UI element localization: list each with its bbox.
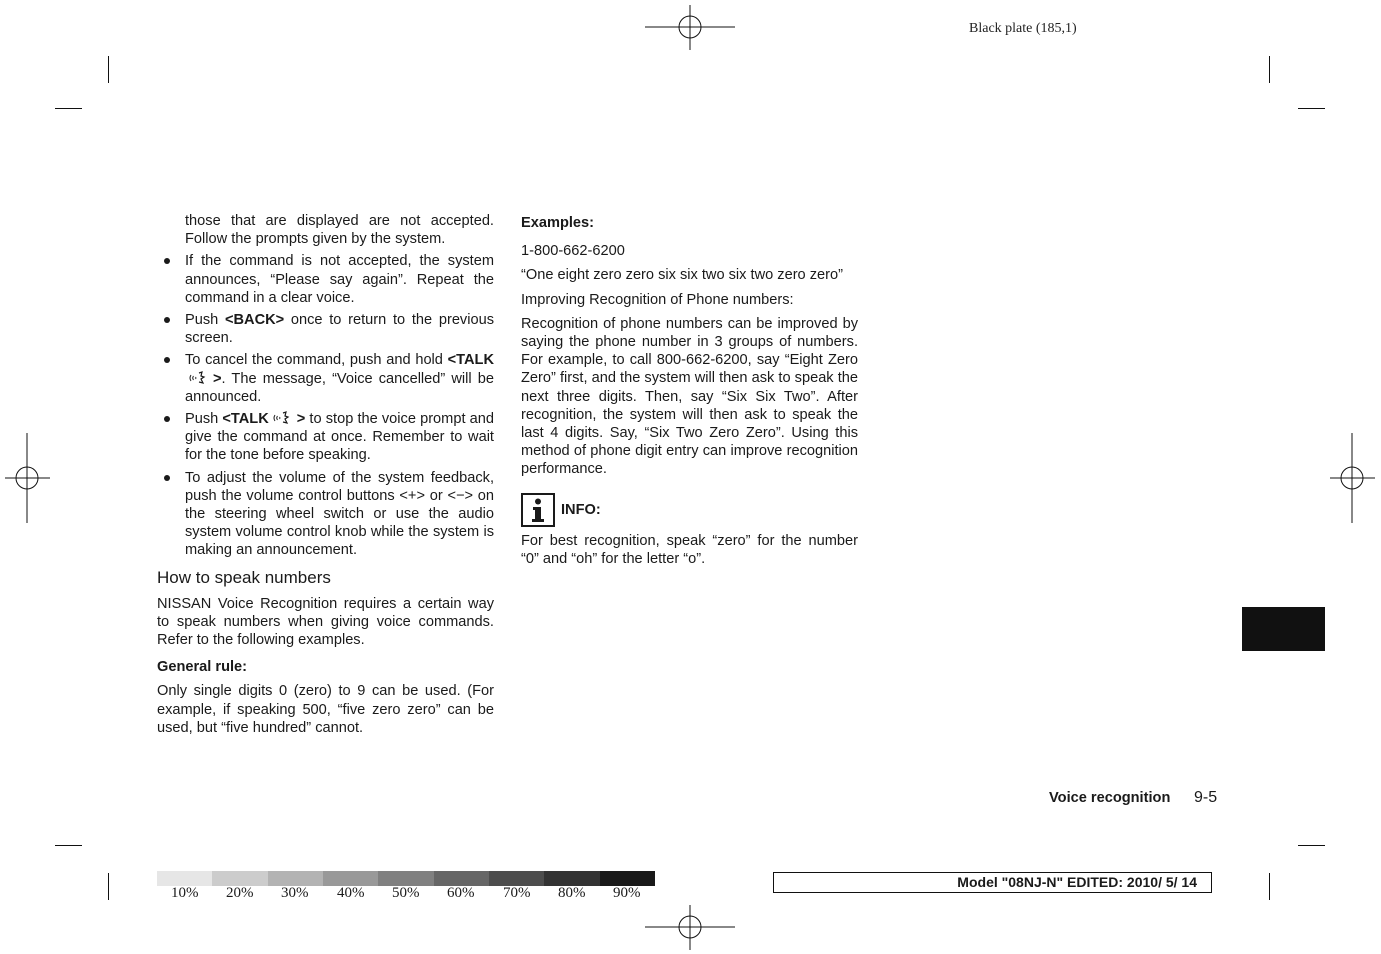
- talk-key-label: <TALK: [447, 352, 494, 369]
- section-tab: [1242, 607, 1325, 651]
- section-heading: How to speak numbers: [157, 567, 331, 587]
- model-edit-box: Model "08NJ-N" EDITED: 2010/ 5/ 14: [773, 872, 1212, 893]
- back-key-label: <BACK>: [224, 312, 285, 329]
- density-step: [600, 871, 655, 886]
- talk-key-label: <TALK: [222, 411, 269, 428]
- bullet-text: to stop the voice prompt and give the command at once. Remember to wait for the tone before speaking.: [185, 411, 494, 464]
- density-step: [378, 871, 433, 886]
- bullet-text: To adjust the volume of the system feedback, push the volume control buttons <+> or <−> on the steering wheel switch or use the audio system volume control knob while the system is making an announcement.: [185, 469, 494, 559]
- intro-text: those that are displayed are not accepted. Follow the prompts given by the system.: [185, 213, 494, 248]
- density-label: 30%: [281, 885, 309, 901]
- density-step: [212, 871, 267, 886]
- improving-text: Recognition of phone numbers can be improved by saying the phone number in 3 groups of numbers. For example, to call 800-662-6200, say “Eight Zero Zero” first, and the system will then ask to speak the next three digits. Then, say “Six Six Two”. After recognition, the system will then ask to speak the last 4 digits. Say, “Six Two Zero Zero”. Using this method of phone digit entry can improve recognition performance.: [521, 315, 858, 478]
- talk-key-close: >: [213, 370, 222, 387]
- registration-mark-bottom: [645, 905, 735, 950]
- footer-section-title: Voice recognition: [1049, 790, 1171, 806]
- general-rule-heading: General rule:: [157, 659, 248, 676]
- bullet-item: [157, 252, 494, 307]
- bullet-item: [157, 351, 494, 406]
- density-label: 40%: [337, 885, 365, 901]
- density-step: [268, 871, 323, 886]
- plate-label: Black plate (185,1): [969, 21, 1077, 36]
- density-step: [323, 871, 378, 886]
- bullet-text: Push: [185, 411, 223, 428]
- talk-key-close: >: [296, 411, 306, 428]
- density-label: 80%: [558, 885, 586, 901]
- density-step: [434, 871, 489, 886]
- info-text: For best recognition, speak “zero” for the number “0” and “oh” for the letter “o”.: [521, 532, 858, 567]
- density-label: 70%: [503, 885, 531, 901]
- general-rule-text: Only single digits 0 (zero) to 9 can be used. (For example, if speaking 500, “five zero zero” can be used, but “five hundred” cannot.: [157, 683, 494, 736]
- talk-voice-icon: [188, 370, 210, 386]
- improving-heading: Improving Recognition of Phone numbers:: [521, 291, 794, 308]
- info-label: INFO:: [561, 501, 601, 518]
- density-label: 10%: [171, 885, 199, 901]
- density-label: 90%: [613, 885, 641, 901]
- info-icon: [521, 493, 555, 527]
- bullet-item: [157, 311, 494, 347]
- registration-mark-right: [1330, 433, 1375, 523]
- density-scale-bar: [157, 871, 655, 886]
- density-label: 20%: [226, 885, 254, 901]
- bullet-dot: [164, 475, 170, 481]
- bullet-item: [157, 469, 494, 560]
- footer-page-number: 9-5: [1194, 789, 1218, 806]
- bullet-dot: [164, 258, 170, 264]
- bullet-text: To cancel the command, push and hold: [185, 352, 448, 369]
- bullet-dot: [164, 317, 170, 323]
- section-intro: NISSAN Voice Recognition requires a certain way to speak numbers when giving voice commands. Refer to the following examples.: [157, 595, 494, 649]
- left-column: [157, 212, 494, 737]
- bullet-text: If the command is not accepted, the system announces, “Please say again”. Repeat the command in a clear voice.: [185, 253, 494, 306]
- info-header: [521, 493, 858, 527]
- density-label: 50%: [392, 885, 420, 901]
- density-step: [489, 871, 544, 886]
- examples-heading: Examples:: [521, 215, 595, 231]
- bullet-dot: [164, 416, 170, 422]
- density-scale-labels: [157, 885, 677, 903]
- bullet-text: once to return to the previous screen.: [185, 312, 494, 347]
- bullet-item: [157, 410, 494, 465]
- talk-voice-icon: [272, 410, 294, 426]
- density-label: 60%: [447, 885, 475, 901]
- middle-column: [521, 214, 858, 568]
- registration-mark-left: [5, 433, 50, 523]
- registration-mark-top: [645, 5, 735, 50]
- bullet-text: Push: [185, 312, 225, 329]
- density-step: [544, 871, 599, 886]
- density-step: [157, 871, 212, 886]
- bullet-text: . The message, “Voice cancelled” will be announced.: [185, 370, 494, 405]
- example-number: 1-800-662-6200: [521, 243, 625, 260]
- bullet-dot: [164, 357, 170, 363]
- example-spoken: “One eight zero zero six six two six two zero zero”: [521, 267, 843, 284]
